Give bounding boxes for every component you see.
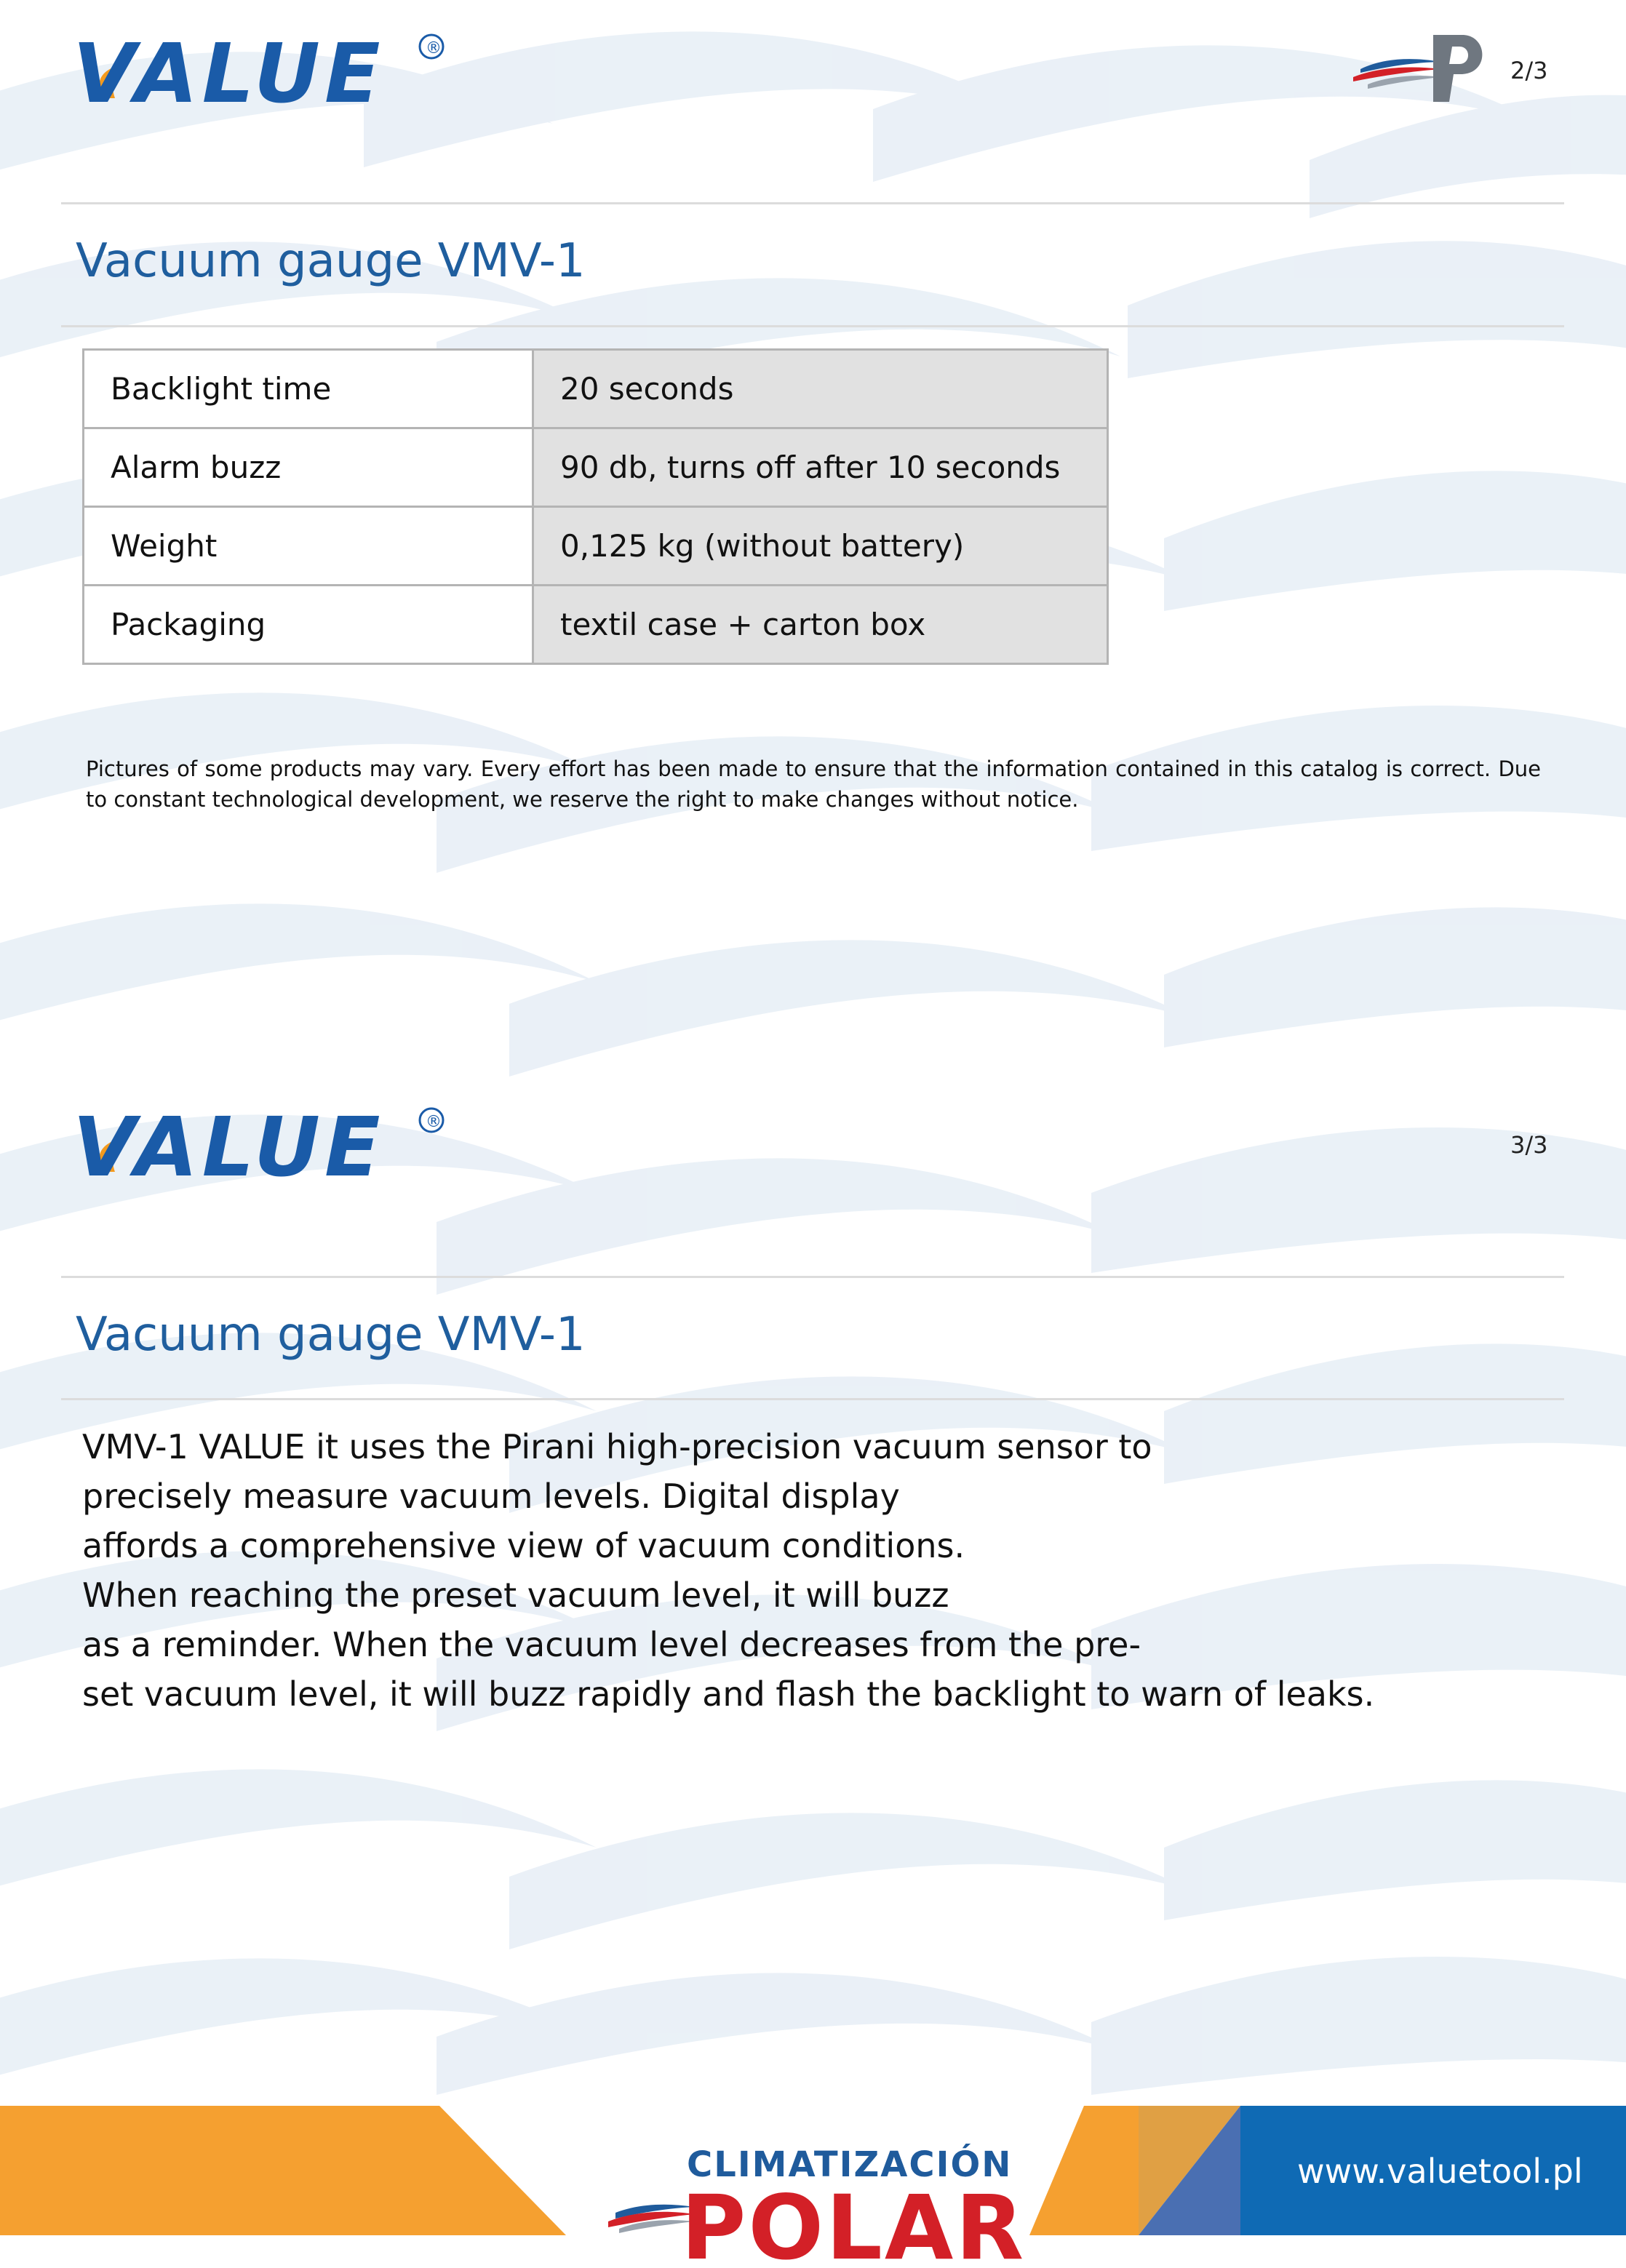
table-row xyxy=(84,350,1108,428)
page-title: Vacuum gauge VMV-1 xyxy=(76,234,586,288)
disclaimer-text: Pictures of some products may vary. Every effort has been made to ensure that the information contained in this catalog is correct. Due to constant technological development, we reserve the right to make changes without notice. xyxy=(86,756,1541,812)
description-line: set vacuum level, it will buzz rapidly and flash the backlight to warn of leaks. xyxy=(82,1674,1375,1714)
page-number: 3/3 xyxy=(1510,1131,1548,1159)
spec-table xyxy=(82,348,1109,665)
spec-value: 0,125 kg (without battery) xyxy=(533,507,1108,586)
spec-value: 20 seconds xyxy=(533,350,1108,428)
table-row xyxy=(84,586,1108,664)
page-number: 2/3 xyxy=(1510,57,1548,84)
company-name-top: CLIMATIZACIÓN xyxy=(687,2144,1013,2185)
spec-value: 90 db, turns off after 10 seconds xyxy=(533,428,1108,507)
spec-label: Backlight time xyxy=(84,350,533,428)
title-divider xyxy=(61,325,1564,327)
table-row xyxy=(84,428,1108,507)
polar-p-emblem xyxy=(1353,29,1491,109)
company-name-main: POLAR xyxy=(681,2176,1027,2268)
header-divider xyxy=(61,202,1564,204)
title-divider xyxy=(61,1398,1564,1400)
description-line: VMV-1 VALUE it uses the Pirani high-precision vacuum sensor to xyxy=(82,1427,1152,1466)
table-row xyxy=(84,507,1108,586)
spec-label: Packaging xyxy=(84,586,533,664)
page-title: Vacuum gauge VMV-1 xyxy=(76,1308,586,1362)
product-description xyxy=(82,1422,1537,1719)
description-line: precisely measure vacuum levels. Digital display xyxy=(82,1477,900,1516)
description-line: as a reminder. When the vacuum level decreases from the pre- xyxy=(82,1625,1141,1664)
spec-label: Alarm buzz xyxy=(84,428,533,507)
svg-text:VALUE: VALUE xyxy=(73,29,385,109)
description-line: When reaching the preset vacuum level, it will buzz xyxy=(82,1576,949,1615)
description-line: affords a comprehensive view of vacuum conditions. xyxy=(82,1526,965,1565)
value-logo xyxy=(73,29,451,109)
spec-value: textil case + carton box xyxy=(533,586,1108,664)
website-link[interactable]: www.valuetool.pl xyxy=(1297,2152,1583,2191)
spec-label: Weight xyxy=(84,507,533,586)
value-logo xyxy=(73,1103,451,1183)
svg-text:VALUE: VALUE xyxy=(73,1103,385,1183)
svg-text:®: ® xyxy=(426,1113,442,1131)
header-divider xyxy=(61,1276,1564,1278)
svg-text:®: ® xyxy=(426,39,442,57)
